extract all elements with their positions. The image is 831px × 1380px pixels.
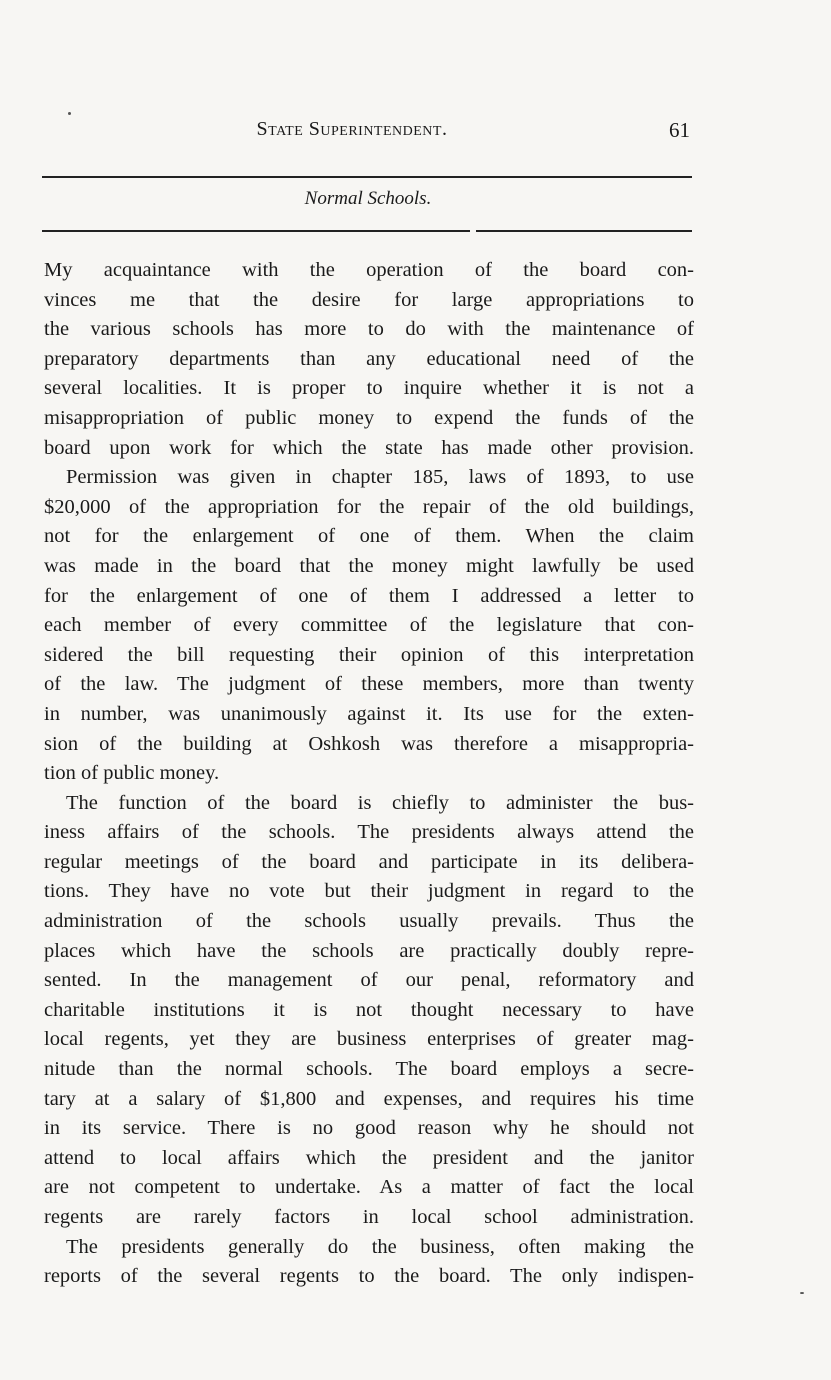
text-line: local regents, yet they are business enterprises of greater mag- xyxy=(44,1028,694,1051)
text-line: several localities. It is proper to inquire whether it is not a xyxy=(44,377,694,400)
text-line: sidered the bill requesting their opinion of this interpretation xyxy=(44,643,694,666)
text-line: attend to local affairs which the president and the janitor xyxy=(44,1146,694,1169)
text-line: tion of public money. xyxy=(44,762,220,785)
scan-speck xyxy=(800,1292,804,1294)
paragraph xyxy=(44,1233,694,1292)
text-line: misappropriation of public money to expend the funds of the xyxy=(44,406,694,429)
text-line: My acquaintance with the operation of the board con- xyxy=(44,259,694,281)
text-line: charitable institutions it is not thought necessary to have xyxy=(44,998,694,1021)
text-line: the various schools has more to do with the maintenance of xyxy=(44,318,694,341)
text-line: Permission was given in chapter 185, laws of 1893, to use xyxy=(66,466,694,489)
text-line: was made in the board that the money might lawfully be used xyxy=(44,554,694,577)
text-line: reports of the several regents to the board. The only indispen- xyxy=(44,1265,694,1288)
text-line: administration of the schools usually prevails. Thus the xyxy=(44,910,694,933)
text-line: The function of the board is chiefly to administer the bus- xyxy=(66,791,694,814)
text-line: tions. They have no vote but their judgment in regard to the xyxy=(44,880,694,903)
text-line: are not competent to undertake. As a matter of fact the local xyxy=(44,1176,694,1199)
page-number: 61 xyxy=(669,118,690,142)
body-text xyxy=(44,256,694,1292)
text-line: not for the enlargement of one of them. When the claim xyxy=(44,525,694,548)
text-line: each member of every committee of the legislature that con- xyxy=(44,614,694,637)
header-rule xyxy=(42,176,692,178)
paragraph xyxy=(44,463,694,789)
text-line: for the enlargement of one of them I addressed a letter to xyxy=(44,584,694,607)
text-line: The presidents generally do the business, often making the xyxy=(66,1235,694,1258)
paragraph xyxy=(44,789,694,1233)
text-line: nitude than the normal schools. The board employs a secre- xyxy=(44,1058,694,1081)
section-rule-right xyxy=(476,230,692,232)
section-title: Normal Schools. xyxy=(304,188,432,209)
text-line: board upon work for which the state has made other provision. xyxy=(44,436,694,459)
text-line: $20,000 of the appropriation for the repair of the old buildings, xyxy=(44,495,694,518)
text-line: tary at a salary of $1,800 and expenses, and requires his time xyxy=(44,1087,694,1110)
text-line: places which have the schools are practically doubly repre- xyxy=(44,939,694,962)
text-line: sion of the building at Oshkosh was therefore a misappropria- xyxy=(44,732,694,755)
text-line: regular meetings of the board and participate in its delibera- xyxy=(44,850,694,873)
text-line: of the law. The judgment of these members, more than twenty xyxy=(44,673,694,696)
text-line: regents are rarely factors in local school administration. xyxy=(44,1206,694,1228)
text-line: iness affairs of the schools. The presidents always attend the xyxy=(44,821,694,844)
page-header xyxy=(42,118,694,148)
running-head: State Superintendent. xyxy=(256,118,448,140)
text-line: vinces me that the desire for large appropriations to xyxy=(44,288,694,311)
scan-speck xyxy=(68,112,71,115)
text-line: in number, was unanimously against it. Its use for the exten- xyxy=(44,702,694,725)
text-line: sented. In the management of our penal, reformatory and xyxy=(44,969,694,992)
text-line: preparatory departments than any educational need of the xyxy=(44,347,694,370)
section-rule-left xyxy=(42,230,470,232)
text-line: in its service. There is no good reason why he should not xyxy=(44,1117,694,1140)
paragraph xyxy=(44,256,694,463)
